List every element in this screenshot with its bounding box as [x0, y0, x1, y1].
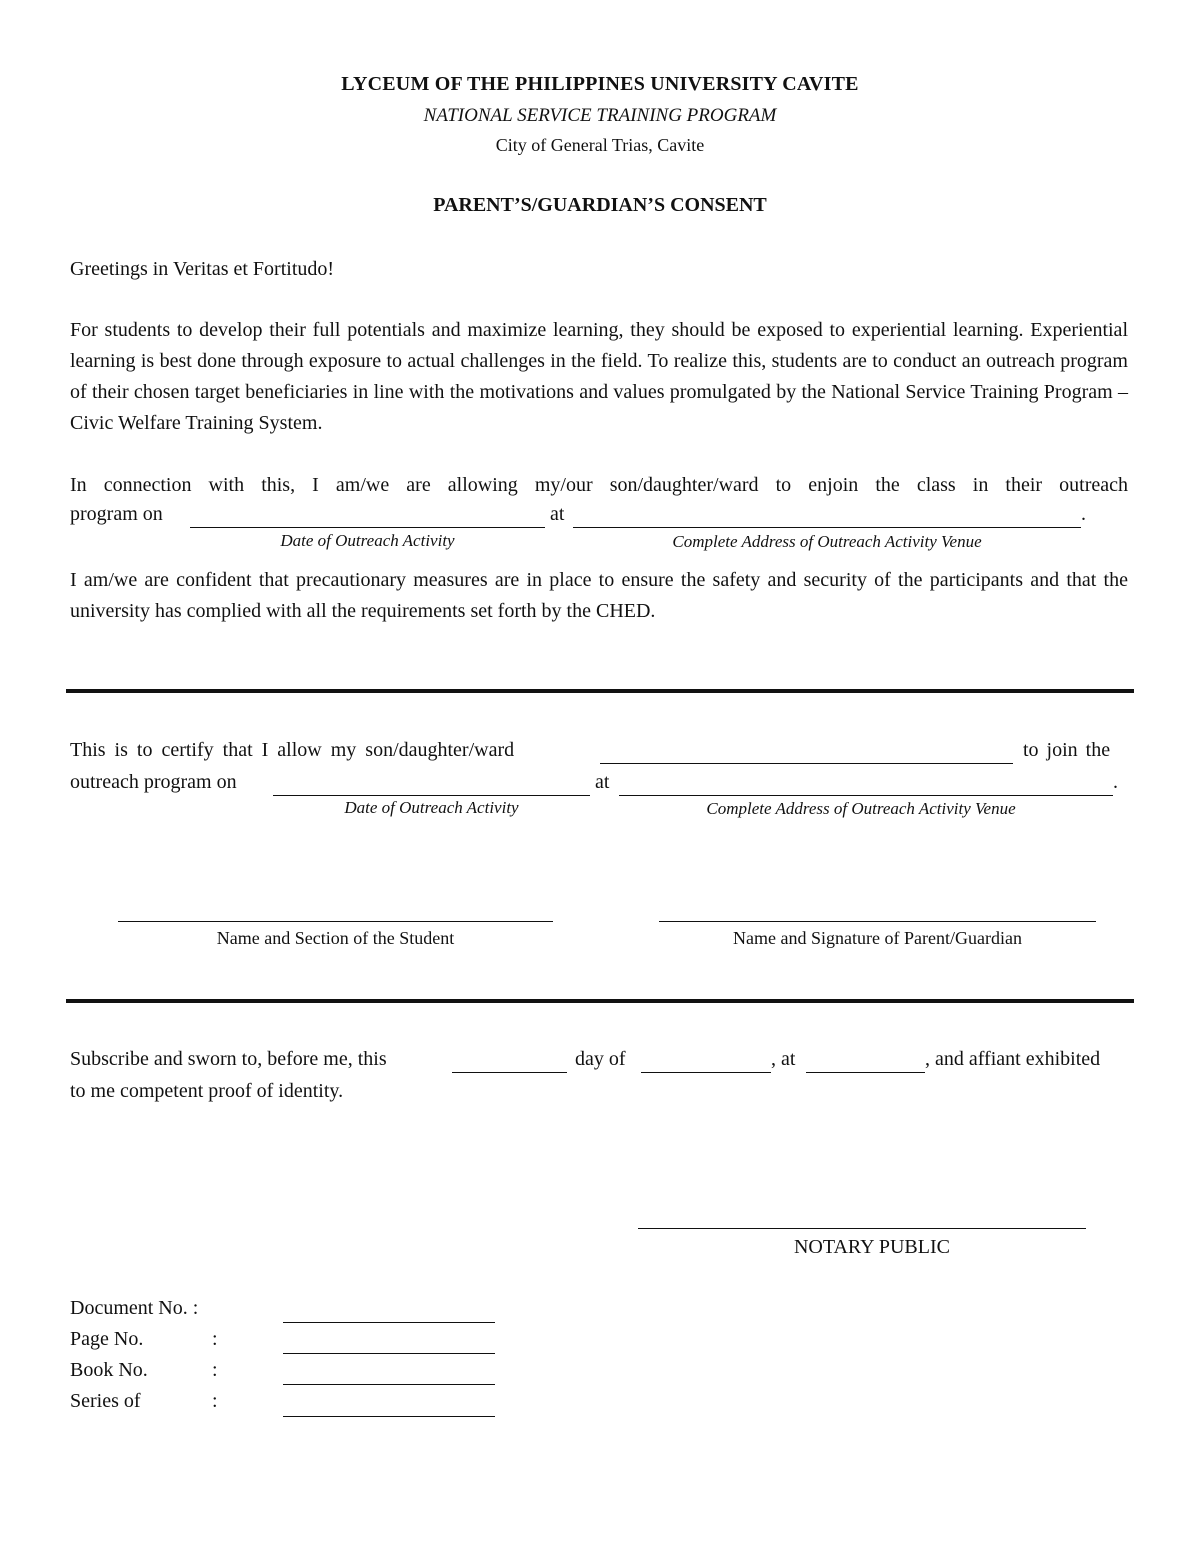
consent-paragraph-line1: In connection with this, I am/we are allowing my/our son/daughter/ward to enjoin the class in their outreach [70, 474, 1128, 496]
outreach-program-on-label: outreach program on [70, 771, 237, 793]
notary-public-label: NOTARY PUBLIC [793, 1236, 950, 1258]
series-of-label: Series of [70, 1390, 141, 1412]
at-label-2: at [595, 771, 610, 793]
student-name-field-line[interactable] [600, 763, 1013, 764]
series-of-field-line[interactable] [283, 1416, 495, 1417]
venue-caption-1: Complete Address of Outreach Activity Venue [672, 532, 982, 551]
section-divider-2 [66, 999, 1134, 1003]
date-caption-2: Date of Outreach Activity [344, 798, 519, 817]
student-signature-line[interactable] [118, 921, 553, 922]
period-2: . [1113, 771, 1118, 793]
page-no-colon: : [212, 1328, 218, 1350]
parent-signature-label: Name and Signature of Parent/Guardian [733, 928, 1022, 948]
document-no-field-line[interactable] [283, 1322, 495, 1323]
certify-line1-end: to join the [1023, 739, 1111, 761]
day-field-line[interactable] [452, 1072, 567, 1073]
series-of-colon: : [212, 1390, 218, 1412]
date-field-line-2[interactable] [273, 795, 590, 796]
page-no-field-line[interactable] [283, 1353, 495, 1354]
book-no-label: Book No. [70, 1359, 148, 1381]
document-no-label: Document No. : [70, 1297, 199, 1319]
period-1: . [1081, 503, 1086, 525]
sworn-part3: , at [771, 1048, 796, 1070]
sworn-part4: , and affiant exhibited [925, 1048, 1101, 1070]
date-caption-1: Date of Outreach Activity [280, 531, 455, 550]
venue-caption-2: Complete Address of Outreach Activity Venue [706, 799, 1016, 818]
place-field-line[interactable] [806, 1072, 925, 1073]
sworn-part1: Subscribe and sworn to, before me, this [70, 1048, 387, 1070]
greeting: Greetings in Veritas et Fortitudo! [70, 258, 335, 280]
institution-name: LYCEUM OF THE PHILIPPINES UNIVERSITY CAVITE [341, 73, 859, 95]
venue-field-line-2[interactable] [619, 795, 1113, 796]
page-no-label: Page No. [70, 1328, 144, 1350]
book-no-field-line[interactable] [283, 1384, 495, 1385]
location: City of General Trias, Cavite [495, 135, 705, 155]
program-name: NATIONAL SERVICE TRAINING PROGRAM [423, 105, 777, 126]
certify-line1-start: This is to certify that I allow my son/daughter/ward [70, 739, 515, 761]
sworn-part2: day of [575, 1048, 626, 1070]
program-on-label: program on [70, 503, 163, 525]
month-field-line[interactable] [641, 1072, 771, 1073]
notary-signature-line[interactable] [638, 1228, 1086, 1229]
at-label-1: at [550, 503, 565, 525]
assurance-paragraph: I am/we are confident that precautionary measures are in place to ensure the safety and security of the participants and that the university has complied with all the requirements set forth by the CHED. [70, 569, 1128, 622]
sworn-line2: to me competent proof of identity. [70, 1080, 344, 1102]
student-signature-label: Name and Section of the Student [216, 928, 455, 948]
parent-signature-line[interactable] [659, 921, 1096, 922]
intro-paragraph: For students to develop their full potentials and maximize learning, they should be exposed to experiential learning. Experiential learning is best done through exposure to actual challenges in the field. To realize this, students are to conduct an outreach program of their chosen target beneficiaries in line with the motivations and values promulgated by the National Service Training Program – Civic Welfare Training System. [70, 319, 1128, 434]
section-divider-1 [66, 689, 1134, 693]
book-no-colon: : [212, 1359, 218, 1381]
date-field-line-1[interactable] [190, 527, 545, 528]
venue-field-line-1[interactable] [573, 527, 1081, 528]
document-title: PARENT’S/GUARDIAN’S CONSENT [433, 194, 767, 216]
